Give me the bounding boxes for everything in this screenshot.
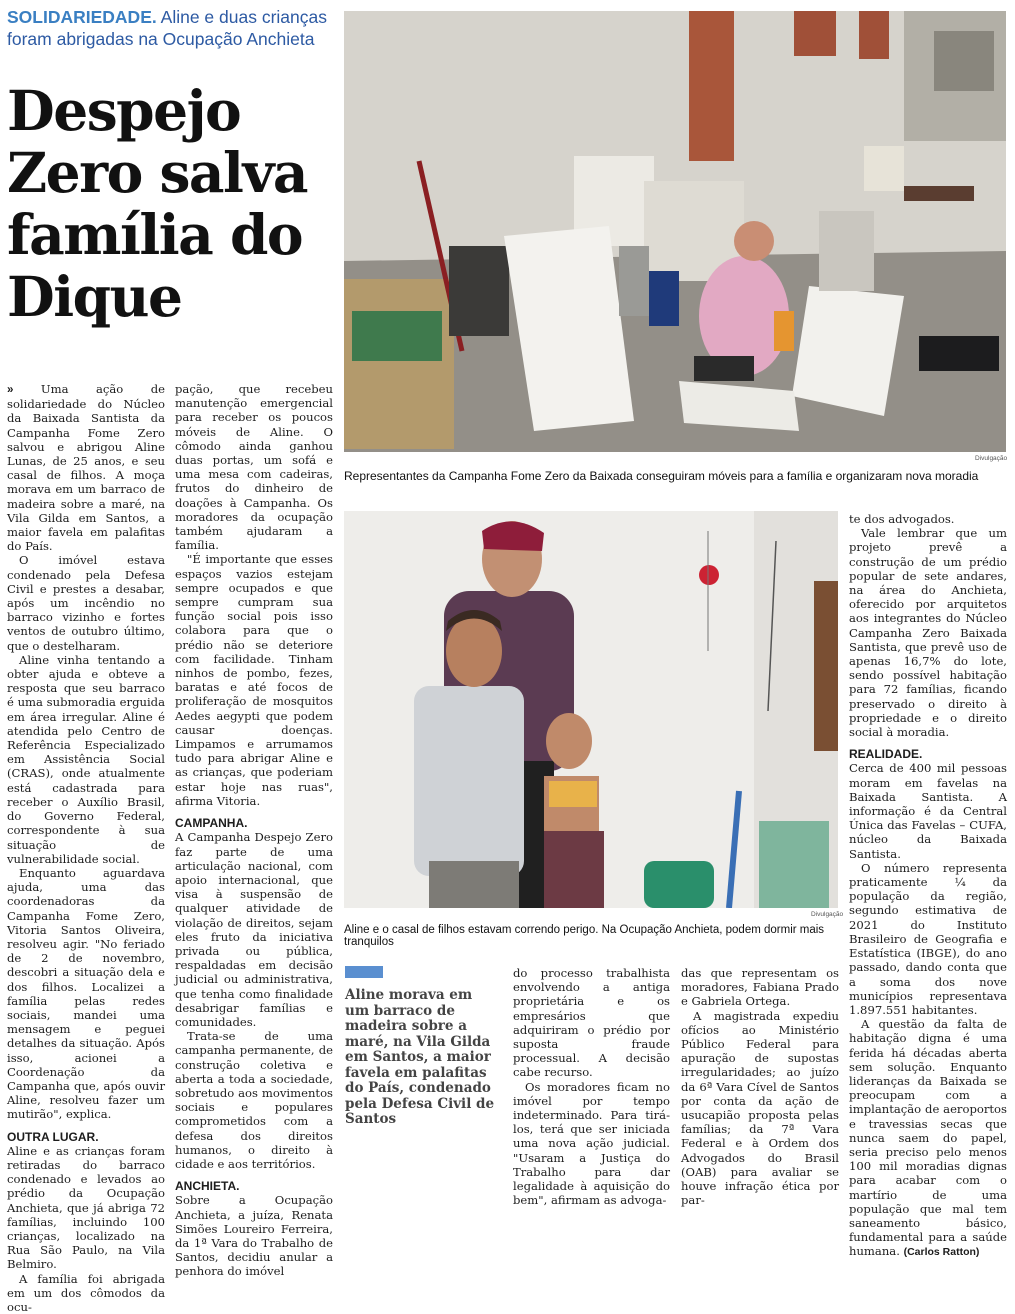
paragraph: Cerca de 400 mil pessoas moram em favelas na Baixada Santista. A informação é da Central Única das Favelas – CUFA, núcleo da Baixada Santista. xyxy=(849,761,1007,861)
pullquote-bar xyxy=(345,966,383,978)
kicker xyxy=(7,6,337,50)
paragraph: A família foi abrigada em um dos cômodos da ocu- xyxy=(7,1271,165,1314)
section-heading: REALIDADE. xyxy=(849,747,923,762)
headline-line: Zero salva xyxy=(7,140,308,205)
paragraph xyxy=(849,1017,1007,1259)
paragraph: O número representa praticamente ¼ da população da região, segundo estimativa de 2021 do Instituto Brasileiro de Geografia e Estatística (IBGE), do ano passado, dando conta que a soma dos nove municípios representava 1.897.551 habitantes. xyxy=(849,860,1007,1017)
headline xyxy=(7,80,337,328)
section-heading: ANCHIETA. xyxy=(175,1179,240,1194)
kicker-label: SOLIDARIEDADE. xyxy=(7,7,157,27)
photo-furniture-room xyxy=(344,11,1006,452)
photo-credit: Divulgação xyxy=(811,911,844,918)
paragraph-text: A questão da falta de habitação digna é uma ferida há décadas aberta sem solução. Enquanto lideranças da Baixada se preocupam com a implantação de aeroportos e travessias secas que nunca saem do papel, seria preciso pelo menos 100 mil moradias dignas para acabar com o martírio de uma população que mal tem saneamento básico, fundamental para a saúde humana. xyxy=(849,1017,1007,1259)
paragraph: te dos advogados. xyxy=(849,512,955,526)
paragraph: Aline vinha tentando a obter ajuda e obteve a resposta que seu barraco é uma submoradia erguida em área irregular. Aline é atendida pelo Centro de Referência Especializado em Assistência Social (CRAS), onde atualmente está cadastrada para receber o Auxílio Brasil, do Governo Federal, correspondente à sua situação de vulnerabilidade social. xyxy=(7,652,165,866)
paragraph: Enquanto aguardava ajuda, uma das coordenadoras da Campanha Fome Zero, Vitoria Santos Oliveira, resolveu agir. "No feriado de 2 de novembro, descobri a situação dela e dos filhos. Localizei a família pelas redes sociais, mandei uma mensagem e peguei detalhes da situação. Após isso, acionei a Coordenação da Campanha que, após ouvir Aline, resolveu fazer um mutirão", explica. xyxy=(7,865,165,1122)
pullquote: Aline morava em um barraco de madeira sobre a maré, na Vila Gilda em Santos, a maior favela em palafitas do País, condenado pela Defesa Civil de Santos xyxy=(345,987,495,1127)
photo-caption: Aline e o casal de filhos estavam correndo perigo. Na Ocupação Anchieta, podem dormir mais tranquilos xyxy=(344,924,825,948)
paragraph: Vale lembrar que um projeto prevê a construção de um prédio popular de sete andares, na área do Anchieta, oferecido por arquitetos aos integrantes do Núcleo Campanha Zero Baixada Santista, que prevê uso de apenas 16,7% do lote, sendo possível habitação para 72 famílias, ficando preservado o direito à propriedade e o direito social à moradia. xyxy=(849,526,1007,740)
paragraph: "É importante que esses espaços vazios estejam sempre ocupados e que sempre cumpram sua função social pois isso colabora para que o prédio não se deteriore com facilidade. Tinham ninhos de pombo, fezes, baratas e até focos de proliferação de mosquitos Aedes aegypti que podem causar doenças. Limpamos e arrumamos tudo para abrigar Aline e as crianças, que poderiam estar hoje nas ruas", afirma Vitoria. xyxy=(175,552,333,808)
paragraph: Aline e as crianças foram retiradas do barraco condenado e levados ao prédio da Ocupação Anchieta, que já abriga 72 famílias, incluindo 100 crianças, localizado na Rua São Paulo, na Vila Belmiro. xyxy=(7,1143,165,1272)
paragraph: das que representam os moradores, Fabiana Prado e Gabriela Ortega. xyxy=(681,966,839,1009)
paragraph: A magistrada expediu ofícios ao Ministério Público Federal para apuração de supostas irregularidades; ao juízo da 6ª Vara Cível de Santos por conta da ação de usucapião proposta pelas famílias; da 7ª Vara Federal e à Ordem dos Advogados do Brasil (OAB) para avaliar se houve infração ética por par- xyxy=(681,1008,839,1208)
paragraph: Uma ação de solidariedade do Núcleo da Baixada Santista da Campanha Fome Zero salvou e abrigou Aline Lunas, de 25 anos, e seu casal de filhos. A moça morava em um barraco de madeira sobre a maré, na Vila Gilda em Santos, a maior favela em palafitas do País. xyxy=(7,382,165,554)
paragraph: Os moradores ficam no imóvel por tempo indeterminado. Para tirá-los, terá que ser iniciada uma nova ação judicial. "Usaram a Justiça do Trabalho para dar legalidade à aquisição do bem", afirmam as advoga- xyxy=(513,1079,670,1208)
section-heading: OUTRA LUGAR. xyxy=(7,1129,99,1144)
photo-family xyxy=(344,511,838,908)
photo-credit: Divulgação xyxy=(975,455,1008,462)
paragraph: A Campanha Despejo Zero faz parte de uma articulação nacional, com apoio internacional, que visa à suspensão de qualquer atividade de violação de direitos, sejam eles fruto da iniciativa privada ou pública, respaldadas em decisão judicial ou administrativa, que tenha como finalidade desabrigar famílias e comunidades. xyxy=(175,830,333,1029)
paragraph: pação, que recebeu manutenção emergencial para receber os poucos móveis de Aline. O cômodo ainda ganhou duas portas, um sofá e uma mesa com cadeiras, frutos do dinheiro de doações à Campanha. Os moradores da ocupação também ajudaram a família. xyxy=(175,382,333,553)
article-column-3 xyxy=(513,966,670,1207)
headline-line: Dique xyxy=(7,264,182,329)
headline-line: família do xyxy=(7,202,303,267)
paragraph: O imóvel estava condenado pela Defesa Civil e prestes a desabar, após um incêndio no barraco vizinho e fortes ventos de outubro último, que o destelharam. xyxy=(7,553,165,653)
article-column-1 xyxy=(7,382,165,1314)
paragraph: Trata-se de uma campanha permanente, de construção coletiva e aberta a toda a sociedade, sobretudo aos movimentos sociais e populares comprometidos com a defesa dos direitos humanos, o direito à cidade e aos territórios. xyxy=(175,1029,333,1171)
article-column-2 xyxy=(175,382,333,1279)
headline-line: Despejo xyxy=(7,78,241,143)
byline: (Carlos Ratton) xyxy=(903,1246,980,1259)
article-column-4 xyxy=(681,966,839,1207)
photo-caption: Representantes da Campanha Fome Zero da Baixada conseguiram móveis para a família e organizaram nova moradia xyxy=(344,469,979,483)
paragraph: do processo trabalhista envolvendo a antiga proprietária e os empresários que adquiriram o prédio por suposta fraude processual. A decisão cabe recurso. xyxy=(513,966,670,1080)
article-column-5 xyxy=(849,512,1007,1260)
lead-marker: » xyxy=(7,383,14,396)
kicker-text: Aline e duas crianças foram abrigadas na Ocupação Anchieta xyxy=(7,7,327,49)
section-heading: CAMPANHA. xyxy=(175,816,248,831)
paragraph: Sobre a Ocupação Anchieta, a juíza, Renata Simões Loureiro Ferreira, da 1ª Vara do Trabalho de Santos, decidiu anular a penhora do imóvel xyxy=(175,1193,333,1279)
